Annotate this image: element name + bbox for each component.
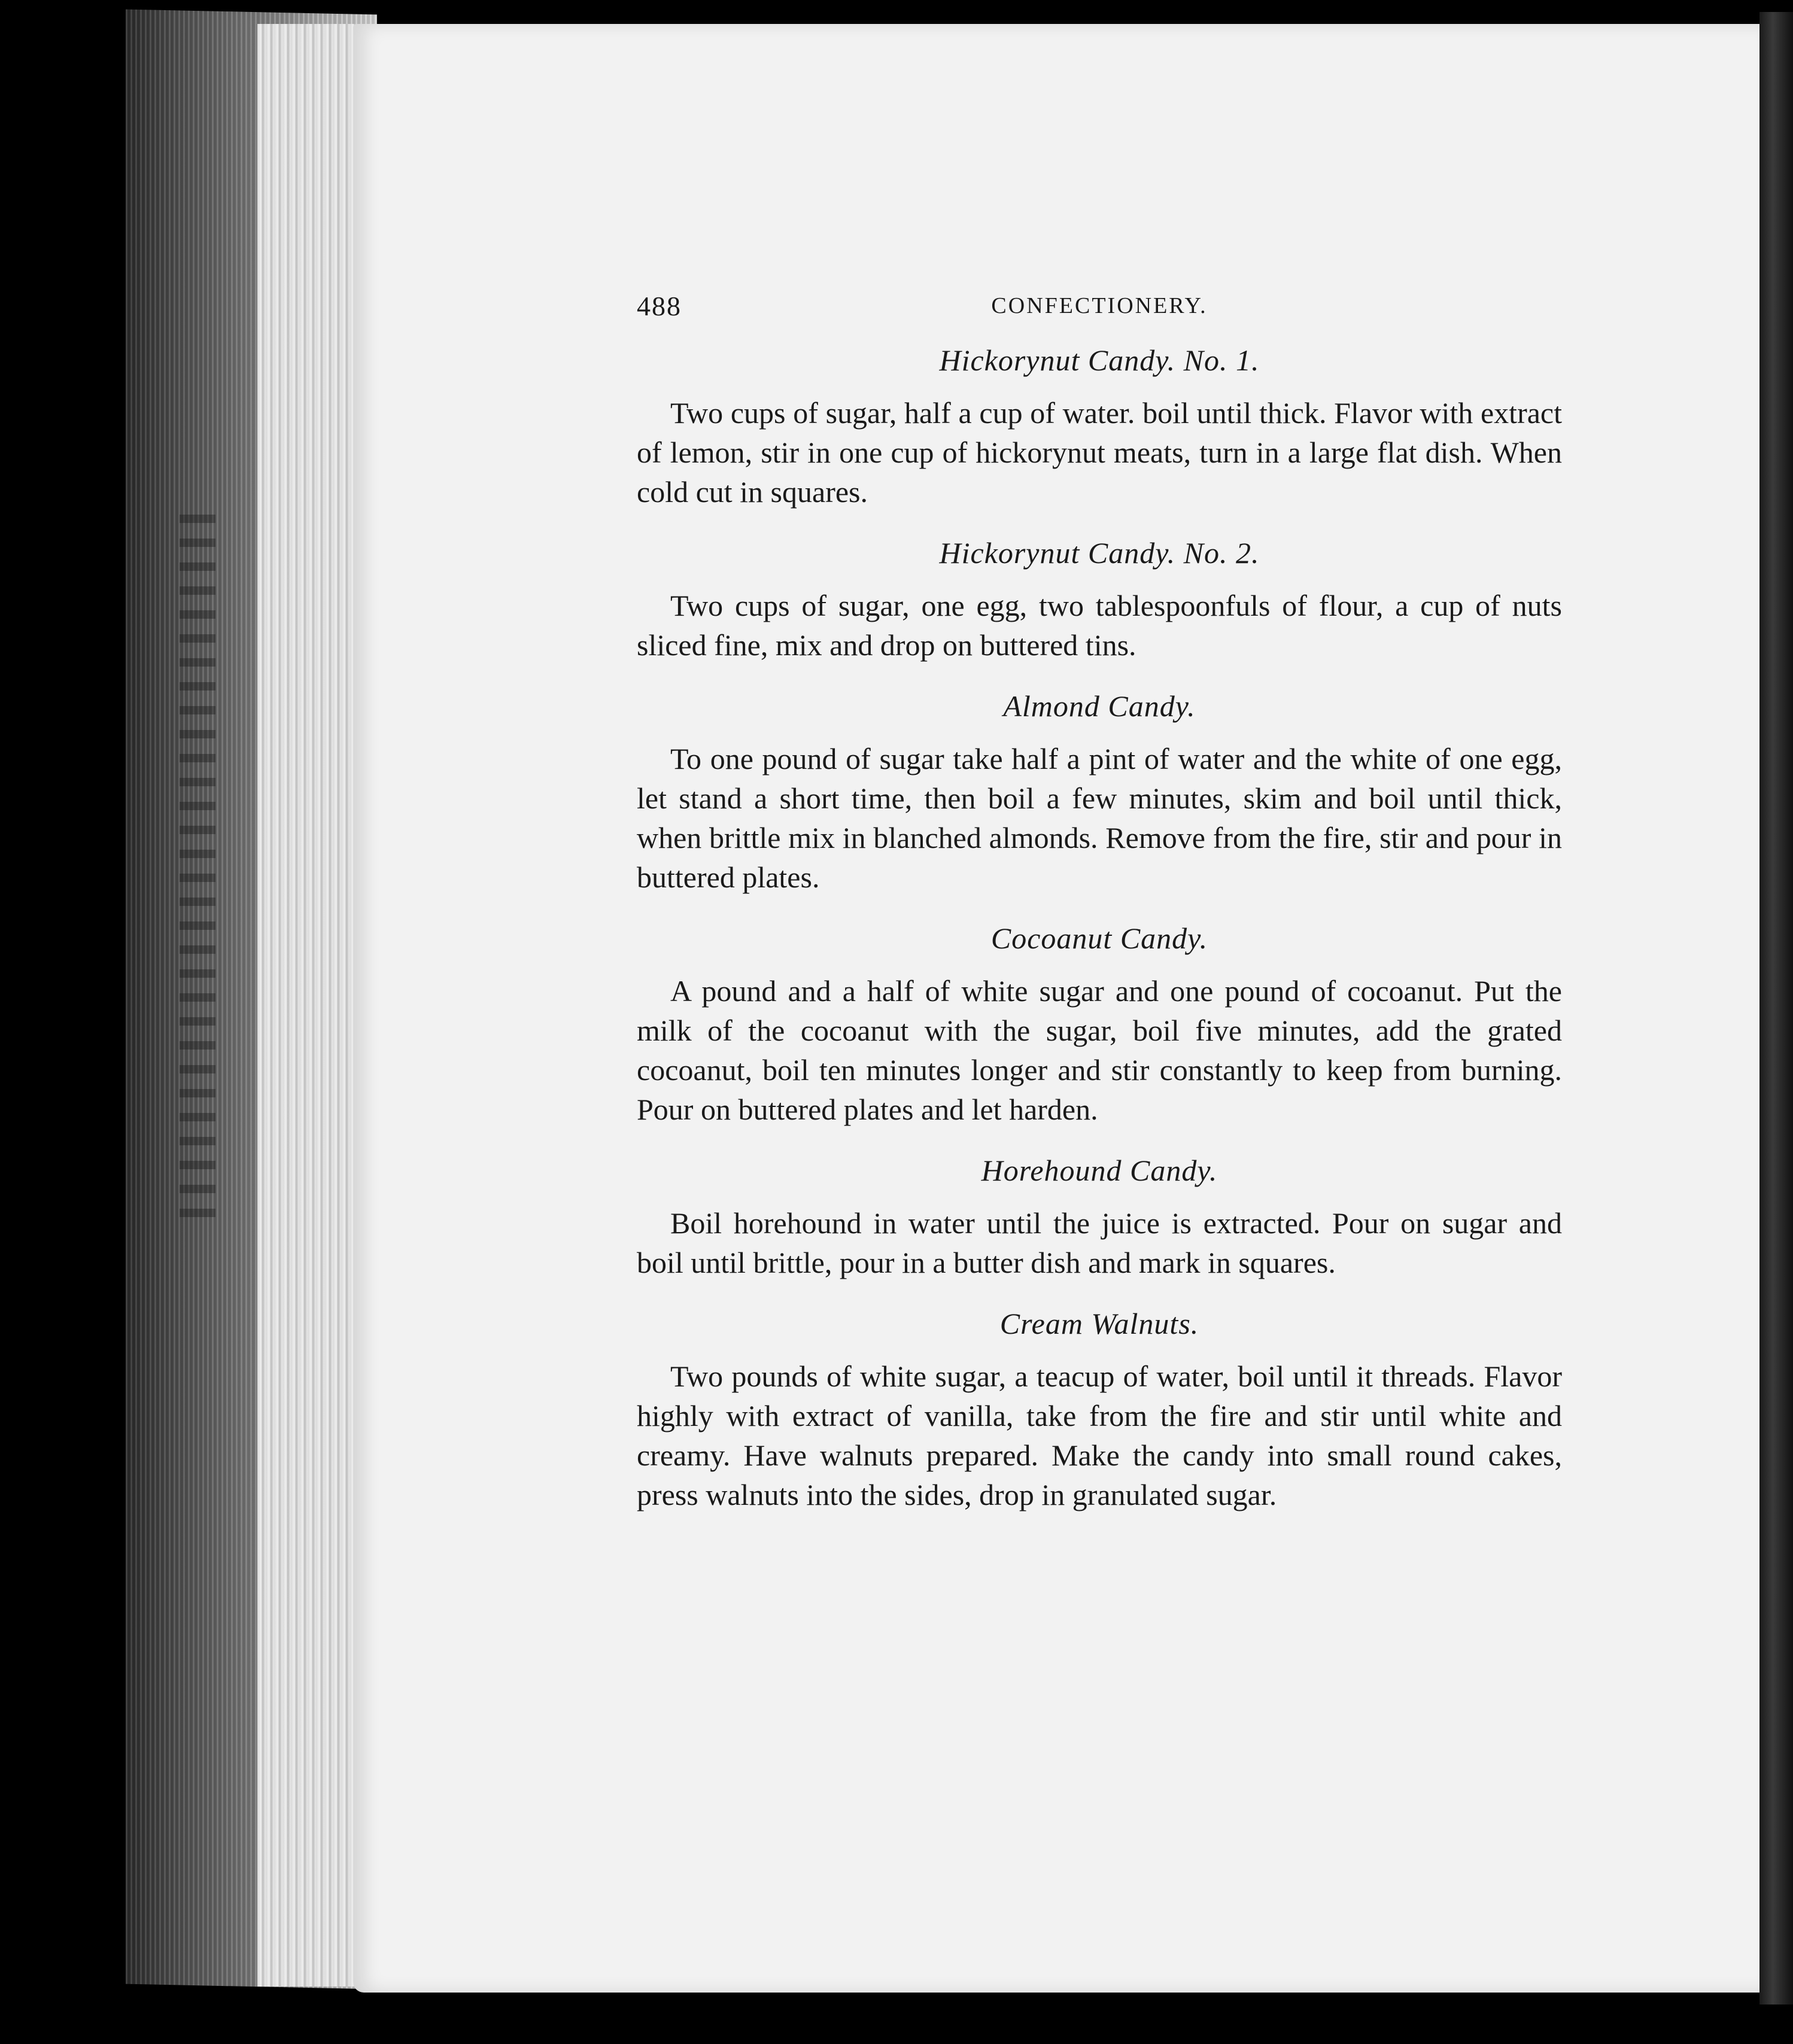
page-edge-marks	[180, 515, 215, 1233]
recipe-title: Hickorynut Candy. No. 2.	[939, 536, 1260, 570]
facing-page-edge	[1759, 12, 1793, 2005]
recipe-body: Two pounds of white sugar, a teacup of water, boil until it threads. Flavor highly with extract of vanilla, take from the fire and stir until white and creamy. Have walnuts prepared. Make the candy into small round cakes, press walnuts into the sides, drop in granulated sugar.	[637, 1359, 1562, 1511]
page-edges	[257, 24, 359, 1987]
recipe-body: Boil horehound in water until the juice is extracted. Pour on sugar and boil until brittle, pour in a butter dish and mark in squares.	[637, 1206, 1562, 1279]
recipe-title: Cocoanut Candy.	[990, 921, 1208, 955]
recipe-body: Two cups of sugar, half a cup of water. boil until thick. Flavor with extract of lemon, stir in one cup of hickorynut meats, turn in a large flat dish. When cold cut in squares.	[637, 396, 1562, 509]
recipe-hickorynut-1	[637, 343, 1562, 512]
recipe-cream-walnuts	[637, 1306, 1562, 1514]
section-title: CONFECTIONERY.	[991, 293, 1208, 318]
recipe-almond	[637, 689, 1562, 897]
recipe-body: Two cups of sugar, one egg, two tablespoonfuls of flour, a cup of nuts sliced fine, mix and drop on buttered tins.	[637, 589, 1562, 662]
recipe-title: Almond Candy.	[1003, 689, 1196, 723]
running-head	[637, 290, 1562, 332]
recipe-title: Hickorynut Candy. No. 1.	[939, 343, 1260, 377]
recipe-cocoanut	[637, 921, 1562, 1129]
recipe-title: Cream Walnuts.	[999, 1307, 1199, 1340]
recipe-hickorynut-2	[637, 536, 1562, 665]
recipe-horehound	[637, 1153, 1562, 1282]
page-content	[637, 290, 1562, 1538]
page-number: 488	[637, 291, 682, 321]
recipe-title: Horehound Candy.	[981, 1154, 1218, 1187]
recipe-body: A pound and a half of white sugar and one pound of cocoanut. Put the milk of the cocoanut with the sugar, boil five minutes, add the grated cocoanut, boil ten minutes longer and stir constantly to keep from burning. Pour on buttered plates and let harden.	[637, 974, 1562, 1126]
recipe-body: To one pound of sugar take half a pint of water and the white of one egg, let stand a short time, then boil a few minutes, skim and boil until thick, when brittle mix in blanched almonds. Remove from the fire, stir and pour in buttered plates.	[637, 742, 1562, 894]
